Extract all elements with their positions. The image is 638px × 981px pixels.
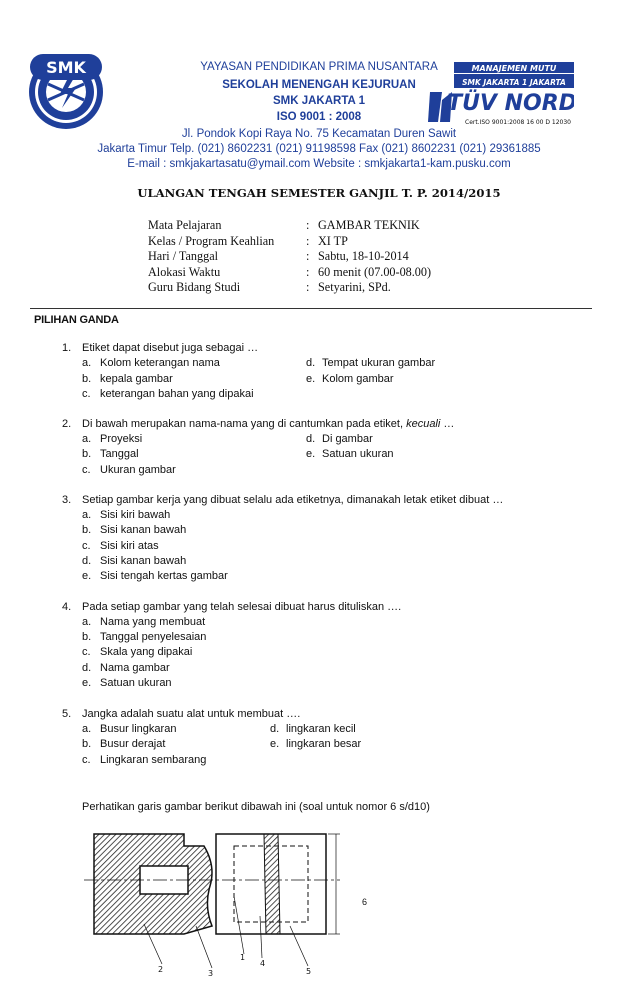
option-text: lingkaran besar [286,738,362,750]
info-key: Guru Bidang Studi [148,280,241,294]
drawing-label: 1 [240,953,246,962]
option-letter: c. [82,754,91,766]
info-value: Sabtu, 18-10-2014 [318,249,409,263]
option-letter: a. [82,616,92,628]
school-type: SEKOLAH MENENGAH KEJURUAN [222,79,416,91]
drawing-label: 4 [260,959,266,968]
option-letter: c. [82,464,91,476]
option-letter: b. [82,524,92,536]
option-text: Satuan ukuran [100,677,172,689]
info-value: XI TP [318,233,348,248]
drawing-label: 5 [306,967,312,976]
info-sep: : [306,233,310,248]
option-text: Busur derajat [100,738,166,750]
option-text: Sisi kanan bawah [100,555,187,567]
option-text: Kolom gambar [322,373,394,385]
option-letter: a. [82,509,92,521]
option-letter: c. [82,388,91,400]
section-heading: PILIHAN GANDA [34,314,119,326]
technical-drawing [84,826,346,976]
foundation-name: YAYASAN PENDIDIKAN PRIMA NUSANTARA [200,61,438,73]
option-letter: a. [82,433,92,445]
option-letter: e. [82,677,92,689]
option-letter: d. [82,555,92,567]
info-sep: : [306,249,310,263]
option-letter: c. [82,540,91,552]
option-text: Ukuran gambar [100,464,176,476]
svg-text:Cert.ISO 9001:2008 16 00 D 120: Cert.ISO 9001:2008 16 00 D 12030 [465,119,571,126]
option-text: Sisi tengah kertas gambar [100,570,228,582]
exam-title: ULANGAN TENGAH SEMESTER GANJIL T. P. 2014/2015 [137,186,501,200]
option-text: Sisi kiri atas [100,540,159,552]
school-name: SMK JAKARTA 1 [272,95,365,107]
svg-text:SMK: SMK [46,58,86,77]
option-letter: b. [82,448,92,460]
option-text: Lingkaran sembarang [100,754,207,766]
option-text: Satuan ukuran [322,448,394,460]
info-value: Setyarini, SPd. [318,280,391,294]
smk-logo [16,48,116,130]
info-sep: : [306,264,310,279]
option-letter: a. [82,357,92,369]
iso-label: ISO 9001 : 2008 [276,111,362,123]
address-line: Jl. Pondok Kopi Raya No. 75 Kecamatan Duren Sawit [181,128,457,140]
option-text: Busur lingkaran [100,723,177,735]
question-number: 5. [62,708,72,720]
option-text: Skala yang dipakai [100,646,193,658]
option-letter: b. [82,631,92,643]
option-text: lingkaran kecil [286,723,356,735]
drawing-label: 2 [158,965,164,974]
svg-text:MANAJEMEN MUTU: MANAJEMEN MUTU [471,64,557,73]
option-text: Nama gambar [100,662,170,674]
question-text: Di bawah merupakan nama-nama yang di cantumkan pada etiket, kecuali … [82,418,455,430]
info-value: GAMBAR TEKNIK [318,218,420,232]
question-number: 4. [62,601,72,613]
option-text: Kolom keterangan nama [100,357,220,369]
option-letter: b. [82,738,92,750]
option-text: keterangan bahan yang dipakai [100,388,254,400]
option-letter: b. [82,373,92,385]
svg-text:SMK JAKARTA 1 JAKARTA: SMK JAKARTA 1 JAKARTA [462,78,566,87]
info-sep: : [306,280,310,294]
question-text: Etiket dapat disebut juga sebagai … [82,342,259,354]
question-text: Jangka adalah suatu alat untuk membuat …. [82,708,301,720]
drawing-instruction: Perhatikan garis gambar berikut dibawah ini (soal untuk nomor 6 s/d10) [82,801,430,813]
option-letter: d. [82,662,92,674]
svg-text:TÜV NORD: TÜV NORD [447,91,574,116]
info-sep: : [306,218,310,232]
option-text: Nama yang membuat [100,616,206,628]
info-value: 60 menit (07.00-08.00) [318,264,432,279]
drawing-label: 3 [208,969,214,976]
email-line: E-mail : smkjakartasatu@ymail.com Website : smkjakarta1-kam.pusku.com [127,158,511,170]
option-text: Tanggal [100,448,139,460]
option-letter: d. [306,357,316,369]
divider [30,308,592,309]
tuv-nord-logo [428,62,574,128]
option-text: Di gambar [322,433,373,445]
info-key: Alokasi Waktu [148,264,221,279]
option-text: Proyeksi [100,433,143,445]
option-letter: d. [306,433,316,445]
page-number: 6 [362,897,368,907]
option-text: Tempat ukuran gambar [322,357,436,369]
question-number: 2. [62,418,72,430]
phone-line: Jakarta Timur Telp. (021) 8602231 (021) 91198598 Fax (021) 8602231 (021) 29361885 [97,143,541,155]
option-letter: e. [306,373,316,385]
option-text: Tanggal penyelesaian [100,631,207,643]
info-key: Kelas / Program Keahlian [148,233,275,248]
option-letter: e. [306,448,316,460]
option-text: Sisi kiri bawah [100,509,171,521]
option-letter: a. [82,723,92,735]
info-key: Hari / Tanggal [148,249,218,263]
option-letter: e. [270,738,280,750]
option-text: Sisi kanan bawah [100,524,187,536]
question-text: Setiap gambar kerja yang dibuat selalu ada etiketnya, dimanakah letak etiket dibuat … [82,494,504,506]
question-number: 1. [62,342,72,354]
option-letter: c. [82,646,91,658]
option-text: kepala gambar [100,373,173,385]
option-letter: d. [270,723,280,735]
info-key: Mata Pelajaran [148,218,222,232]
option-letter: e. [82,570,92,582]
question-text: Pada setiap gambar yang telah selesai dibuat harus dituliskan …. [82,601,402,613]
question-number: 3. [62,494,72,506]
